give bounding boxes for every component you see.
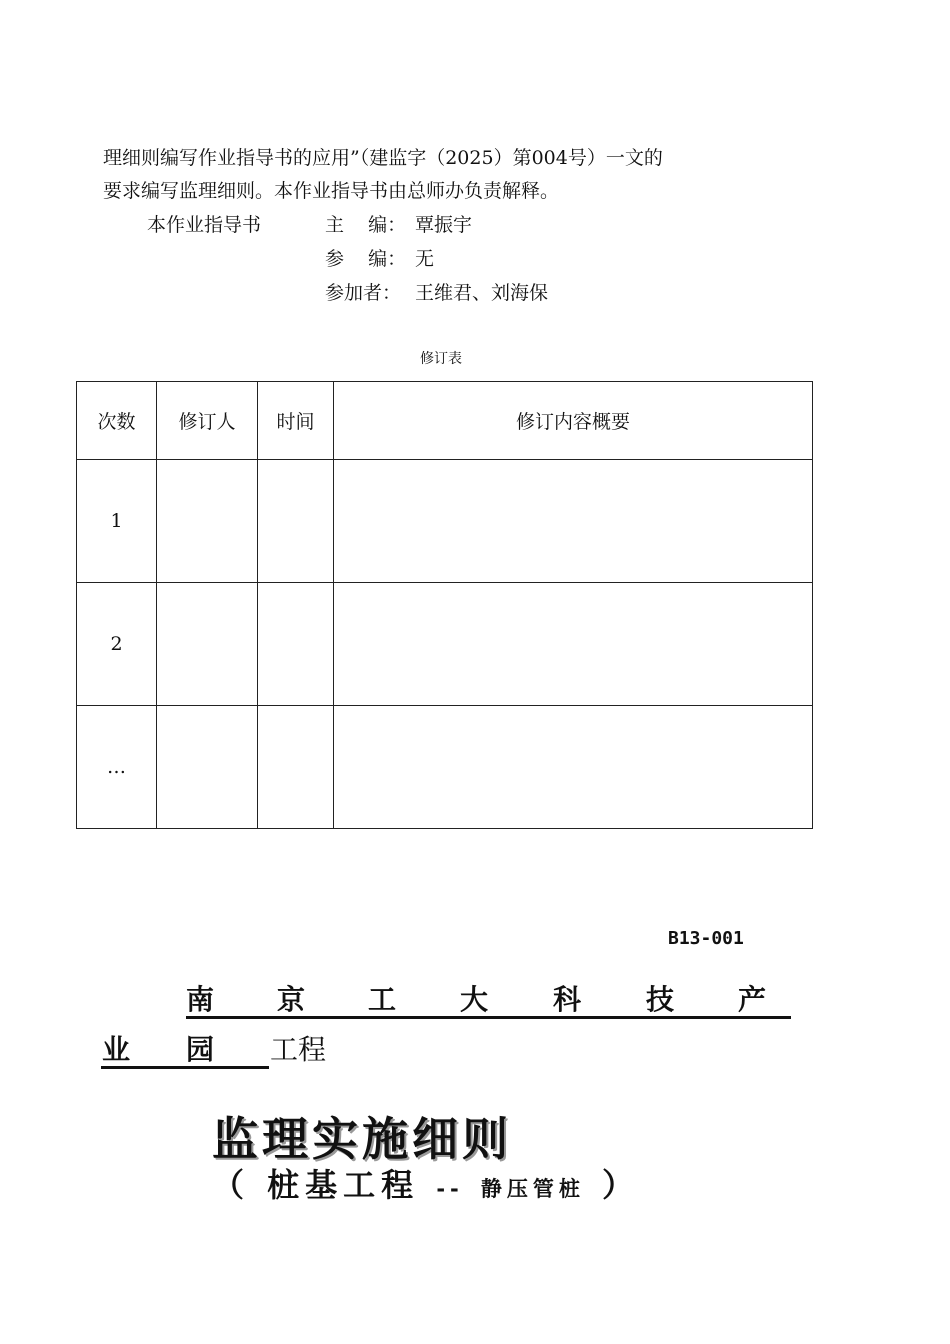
row-time [258, 583, 334, 706]
project-name-char: 产 [738, 983, 767, 1016]
row-time [258, 706, 334, 829]
row-summary [334, 460, 813, 583]
subtitle-detail: 静压管桩 [480, 1177, 585, 1201]
header-count: 次数 [77, 382, 157, 460]
project-name-underline [101, 1066, 269, 1069]
document-number: B13-001 [668, 928, 744, 949]
header-summary: 修订内容概要 [334, 382, 813, 460]
project-name-char: 京 [277, 983, 306, 1016]
table-row [77, 706, 813, 829]
authors-label: 本作业指导书 [147, 214, 262, 236]
row-number: 2 [77, 583, 157, 706]
document-title: 监理实施细则 [212, 1112, 512, 1166]
project-suffix: 工程 [270, 1033, 327, 1066]
participants-label: 参加者： [325, 282, 402, 304]
chief-editor-label: 主 编： [325, 214, 407, 236]
row-number: 1 [77, 460, 157, 583]
row-time [258, 460, 334, 583]
row-number: … [77, 706, 157, 829]
project-name-char: 南 [186, 983, 215, 1016]
chief-editor-value: 覃振宇 [415, 214, 473, 236]
revision-table-header [77, 382, 813, 460]
row-summary [334, 583, 813, 706]
row-reviser [157, 583, 258, 706]
co-editor-label: 参 编： [325, 248, 407, 270]
project-name-char: 科 [553, 983, 582, 1016]
participants-value: 王维君、刘海保 [415, 282, 549, 304]
project-name-char: 大 [460, 983, 489, 1016]
intro-line-2: 要求编写监理细则。本作业指导书由总师办负责解释。 [103, 180, 560, 202]
project-name-char: 技 [646, 983, 675, 1016]
subtitle-dash: -- [436, 1177, 464, 1201]
row-summary [334, 706, 813, 829]
subtitle-close-paren: ） [602, 1166, 641, 1204]
project-name-char: 业 [102, 1033, 131, 1066]
revision-table [76, 381, 813, 829]
intro-line-1: 理细则编写作业指导书的应用”（建监字（2025）第004号）一文的 [103, 147, 663, 169]
header-time: 时间 [258, 382, 334, 460]
revision-table-caption: 修订表 [420, 351, 462, 367]
document-subtitle [212, 1160, 640, 1206]
subtitle-main: 桩基工程 [267, 1166, 420, 1204]
co-editor-value: 无 [415, 248, 435, 270]
row-reviser [157, 460, 258, 583]
table-row [77, 583, 813, 706]
project-name-char: 园 [186, 1033, 215, 1066]
subtitle-open-paren: （ [212, 1166, 251, 1204]
row-reviser [157, 706, 258, 829]
table-row [77, 460, 813, 583]
project-name-char: 工 [368, 983, 397, 1016]
project-name-underline [186, 1016, 791, 1019]
header-reviser: 修订人 [157, 382, 258, 460]
